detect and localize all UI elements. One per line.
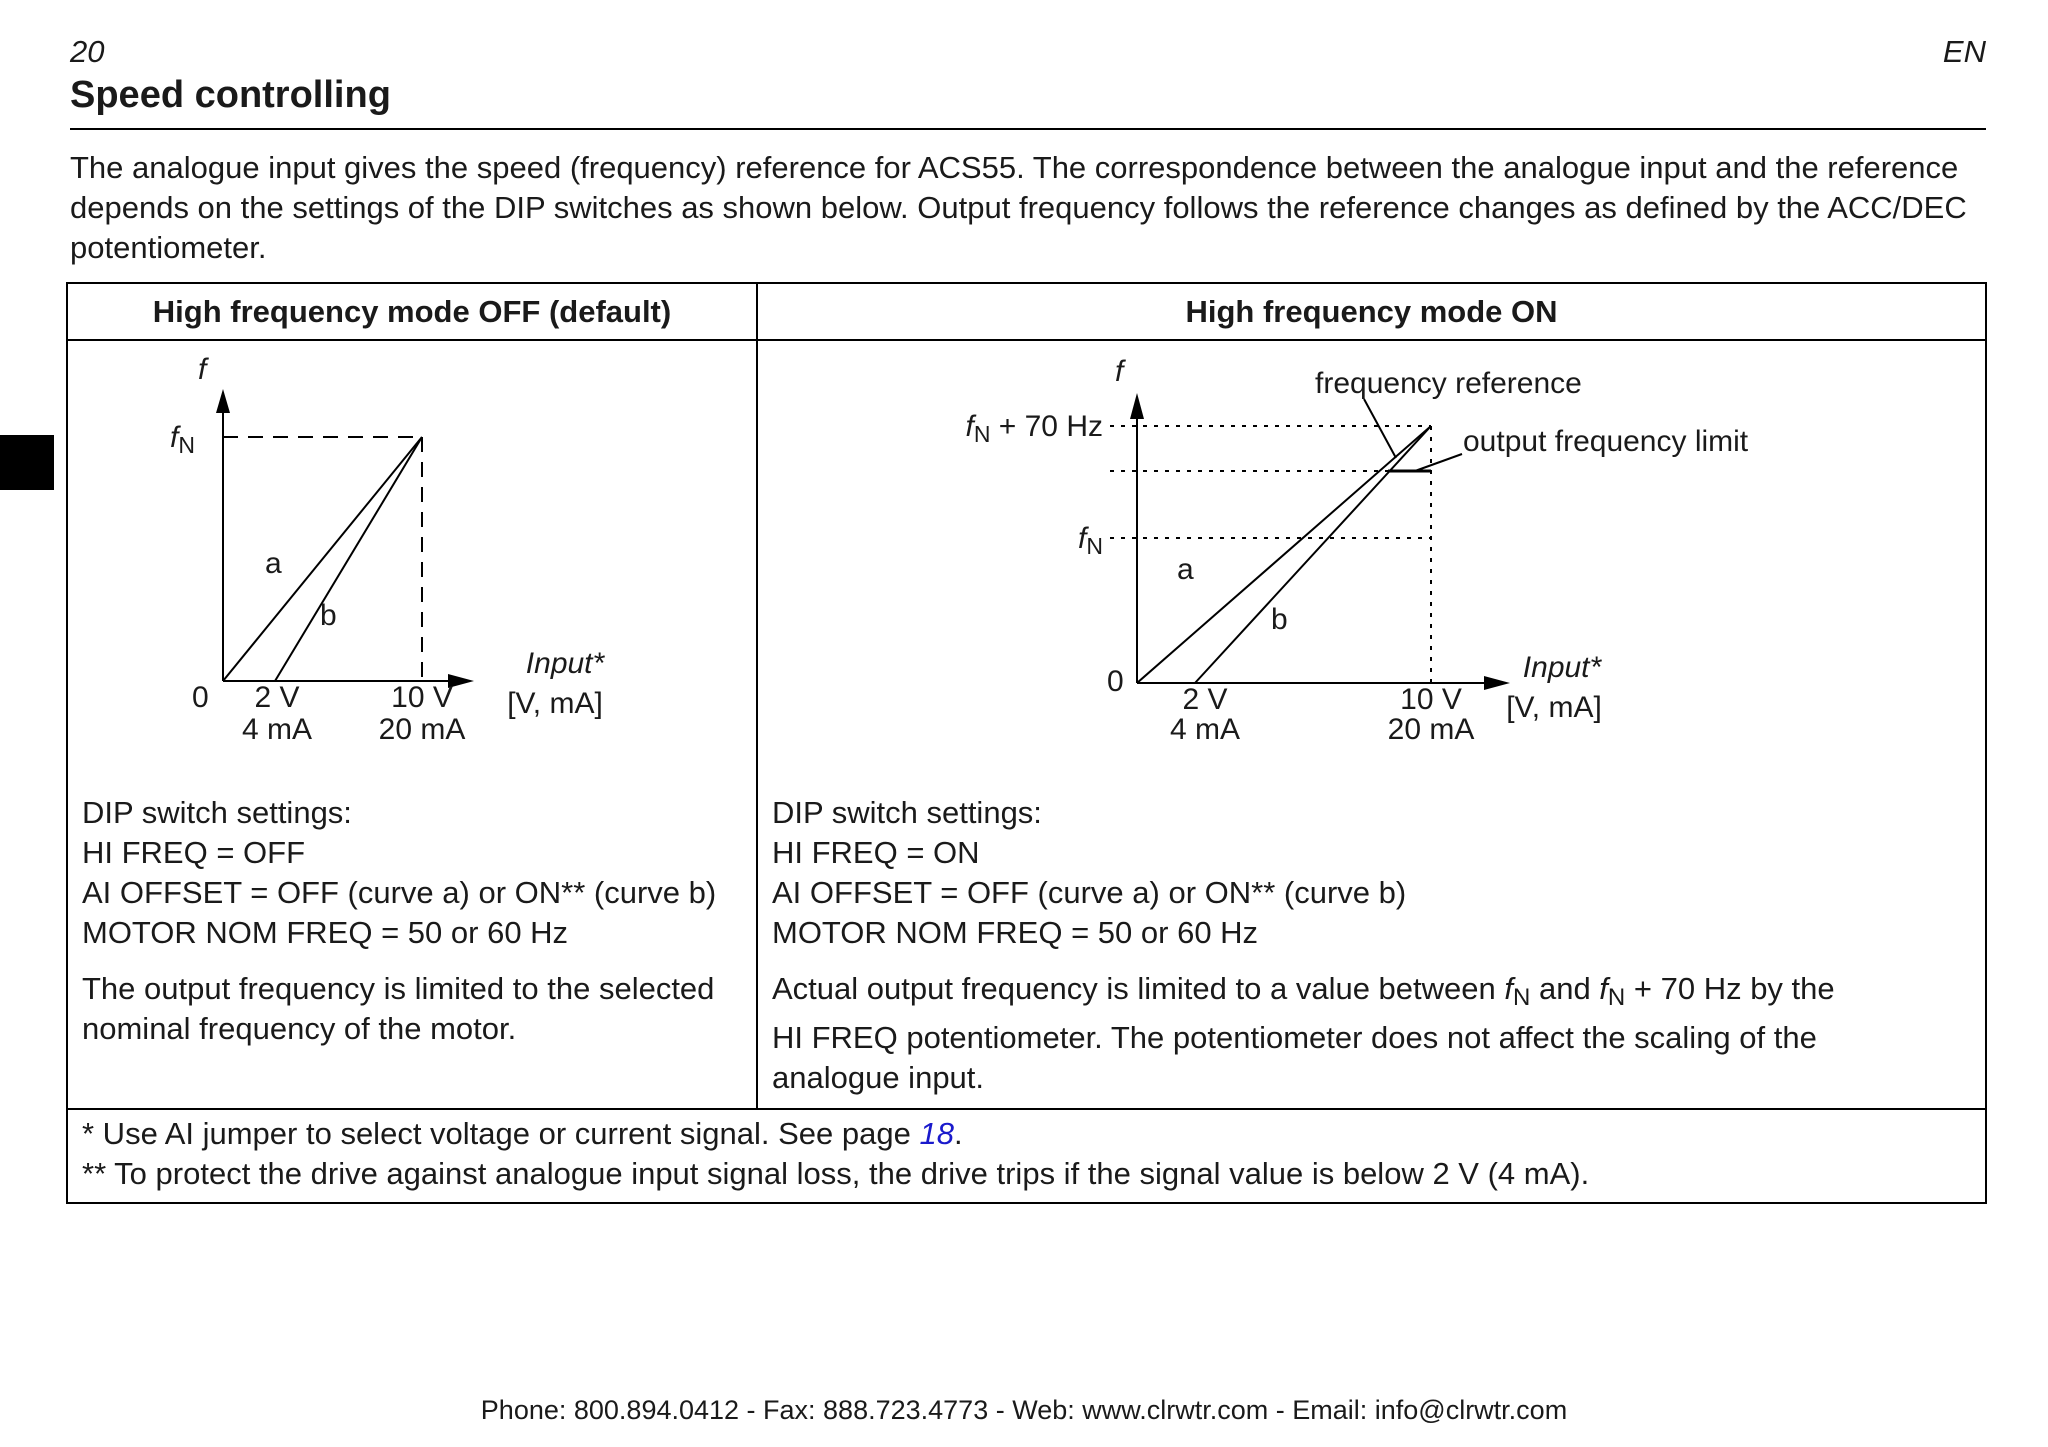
cell-hf-off: [67, 340, 757, 1109]
x-axis-label: Input*: [1522, 651, 1602, 684]
language-code: EN: [1942, 34, 1986, 69]
footnote-row: [67, 1109, 1986, 1203]
tick-4ma-label: 4 mA: [241, 713, 313, 746]
dip-settings-hf-on: [772, 793, 1973, 953]
settings-title: DIP switch settings:: [772, 795, 1042, 830]
table-header-row: [67, 283, 1986, 340]
curve-b-label: b: [320, 599, 337, 632]
note-line: The output frequency is limited to the selected: [82, 971, 715, 1006]
title-rule: [70, 128, 1986, 130]
footnotes-cell: [67, 1109, 1986, 1203]
setting-line: AI OFFSET = OFF (curve a) or ON** (curve b): [772, 875, 1407, 910]
y-axis-label: f: [1115, 355, 1124, 388]
footnote-signal-loss: ** To protect the drive against analogue input signal loss, the drive trips if the signal value is below 2 V (4 mA).: [82, 1156, 1590, 1191]
footnote-jumper: * Use AI jumper to select voltage or current signal. See page 18.: [82, 1116, 963, 1151]
curve-a-line: [223, 437, 422, 681]
intro-paragraph: The analogue input gives the speed (frequency) reference for ACS55. The correspondence between the analogue input and the reference depends on the settings of the DIP switches as shown below. Output frequency follows the reference changes as defined by the ACC/DEC potentiometer.: [70, 150, 1967, 265]
origin-label: 0: [192, 681, 209, 714]
note-hf-off: [82, 969, 744, 1049]
y-axis-arrow: [1130, 393, 1144, 419]
out-limit-leader: [1415, 454, 1462, 471]
tick-20ma-label: 20 mA: [1387, 713, 1475, 746]
note-hf-on: [772, 969, 1973, 1098]
frequency-reference-label: frequency reference: [1315, 367, 1582, 400]
tick-10v-label: 10 V: [391, 681, 453, 714]
diagram-hf-off: [68, 341, 752, 781]
note-line: HI FREQ potentiometer. The potentiometer does not affect the scaling of the: [772, 1020, 1817, 1055]
heading-hf-off: High frequency mode OFF (default): [67, 283, 757, 340]
fn70-label: $f_N + 70$ Hz: [965, 410, 1103, 447]
tick-10v-label: 10 V: [1400, 683, 1462, 716]
setting-line: AI OFFSET = OFF (curve a) or ON** (curve b): [82, 875, 717, 910]
note-line: nominal frequency of the motor.: [82, 1011, 517, 1046]
note-line: Actual output frequency is limited to a value between $f_N$ and $f_N + 70$ Hz by the: [772, 971, 1835, 1011]
x-axis-units: [V, mA]: [1506, 691, 1602, 724]
curve-b-label: b: [1271, 603, 1288, 636]
fn-label: $f_N$: [170, 421, 195, 458]
setting-line: HI FREQ = OFF: [82, 835, 306, 870]
tick-2v-label: 2 V: [254, 681, 300, 714]
settings-title: DIP switch settings:: [82, 795, 352, 830]
setting-line: MOTOR NOM FREQ = 50 or 60 Hz: [82, 915, 569, 950]
curve-b-line: [1195, 426, 1431, 683]
curve-a-label: a: [1177, 553, 1194, 586]
fn-label: $f_N$: [1078, 522, 1103, 559]
page-number: 20: [70, 34, 105, 69]
tick-4ma-label: 4 mA: [1169, 713, 1241, 746]
cell-hf-on: [757, 340, 1986, 1109]
dip-settings-hf-off: [82, 793, 744, 953]
page-title: Speed controlling: [70, 74, 391, 116]
freq-ref-leader: [1364, 399, 1396, 458]
diagram-hf-on: [758, 341, 1985, 781]
speed-mode-table: [66, 282, 1987, 1204]
note-line: analogue input.: [772, 1060, 985, 1095]
x-axis-units: [V, mA]: [507, 687, 603, 720]
x-axis-arrow: [1484, 676, 1510, 690]
tick-20ma-label: 20 mA: [378, 713, 466, 746]
output-frequency-limit-label: output frequency limit: [1463, 425, 1749, 458]
tick-2v-label: 2 V: [1182, 683, 1228, 716]
table-content-row: [67, 340, 1986, 1109]
chapter-tab-marker: [0, 435, 54, 490]
curve-a-label: a: [265, 547, 282, 580]
y-axis-label: f: [198, 353, 207, 386]
origin-label: 0: [1107, 665, 1124, 698]
page-footer-contact: Phone: 800.894.0412 - Fax: 888.723.4773 - Web: www.clrwtr.com - Email: info@clrwtr.com: [480, 1395, 1568, 1425]
curve-b-line: [275, 437, 422, 681]
y-axis-arrow: [216, 389, 230, 413]
page-link[interactable]: 18: [919, 1116, 954, 1151]
setting-line: MOTOR NOM FREQ = 50 or 60 Hz: [772, 915, 1259, 950]
heading-hf-on: High frequency mode ON: [757, 283, 1986, 340]
setting-line: HI FREQ = ON: [772, 835, 980, 870]
x-axis-label: Input*: [525, 647, 605, 680]
